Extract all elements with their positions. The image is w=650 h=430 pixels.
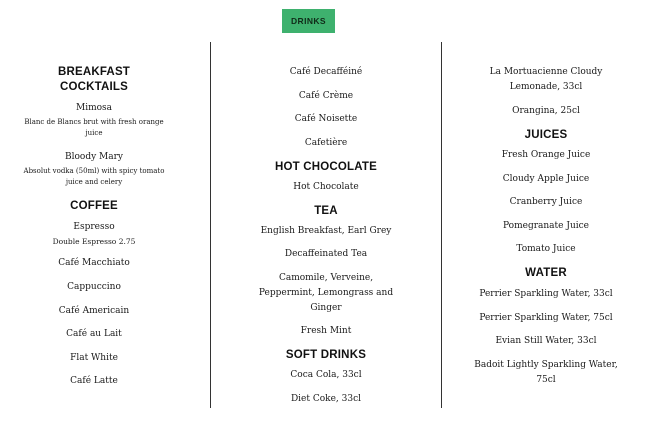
section-title-soft-drinks: SOFT DRINKS <box>285 349 367 361</box>
section-title-breakfast-cocktails-line2: COCKTAILS <box>59 81 129 93</box>
menu-item: Badoit Lightly Sparkling Water, <box>474 360 618 370</box>
menu-item: Flat White <box>70 353 118 363</box>
menu-item: Camomile, Verveine, <box>278 273 374 283</box>
menu-item-hot-chocolate: Hot Chocolate <box>293 182 359 192</box>
menu-item: Perrier Sparkling Water, 33cl <box>479 289 613 299</box>
menu-item: Café Decafféiné <box>289 67 363 77</box>
menu-item-description: juice <box>85 129 103 137</box>
menu-item: Evian Still Water, 33cl <box>495 336 597 346</box>
menu-item: Decaffeinated Tea <box>284 249 368 259</box>
menu-item: Café au Lait <box>66 329 122 339</box>
menu-item: Cloudy Apple Juice <box>502 174 590 184</box>
section-title-breakfast-cocktails: BREAKFAST <box>57 66 131 78</box>
menu-item-description: Blanc de Blancs brut with fresh orange <box>24 118 164 126</box>
section-title-hot-chocolate: HOT CHOCOLATE <box>274 161 378 173</box>
section-title-juices: JUICES <box>524 129 568 141</box>
menu-item-bloody-mary: Bloody Mary <box>64 152 123 162</box>
menu-item: Cappuccino <box>67 282 121 292</box>
menu-item: Lemonade, 33cl <box>509 82 583 92</box>
menu-item: Café Latte <box>70 376 118 386</box>
menu-item: Coca Cola, 33cl <box>290 370 362 380</box>
menu-item: Fresh Mint <box>300 326 352 336</box>
menu-item: Café Crème <box>298 91 354 101</box>
menu-item-espresso: Espresso <box>73 222 115 232</box>
menu-item: Cafetière <box>304 138 348 148</box>
menu-item-description: Double Espresso 2.75 <box>52 237 136 246</box>
menu-item: Ginger <box>310 303 342 313</box>
menu-item: Peppermint, Lemongrass and <box>258 288 394 298</box>
menu-item-mimosa: Mimosa <box>75 103 113 113</box>
menu-item: Orangina, 25cl <box>512 106 580 116</box>
menu-item: Café Noisette <box>294 114 358 124</box>
menu-item: Café Americain <box>58 306 130 316</box>
menu-item: Pomegranate Juice <box>502 221 589 231</box>
menu-item: Perrier Sparkling Water, 75cl <box>479 313 613 323</box>
section-title-tea: TEA <box>314 205 338 217</box>
menu-item: English Breakfast, Earl Grey <box>260 226 392 236</box>
menu-item: La Mortuacienne Cloudy <box>489 67 603 77</box>
menu-item: 75cl <box>536 375 556 385</box>
menu-item: Fresh Orange Juice <box>501 150 591 160</box>
menu-item-description: Absolut vodka (50ml) with spicy tomato <box>23 167 165 175</box>
column-divider-left <box>210 42 211 408</box>
column-divider-right <box>441 42 442 408</box>
menu-item: Tomato Juice <box>516 244 576 254</box>
menu-item: Café Macchiato <box>58 258 130 268</box>
menu-item-description: juice and celery <box>65 178 123 186</box>
menu-item: Cranberry Juice <box>509 197 583 207</box>
menu-item: Diet Coke, 33cl <box>290 394 362 404</box>
section-title-coffee: COFFEE <box>70 200 118 212</box>
section-title-water: WATER <box>525 267 567 279</box>
tab-drinks[interactable]: DRINKS <box>282 9 335 33</box>
